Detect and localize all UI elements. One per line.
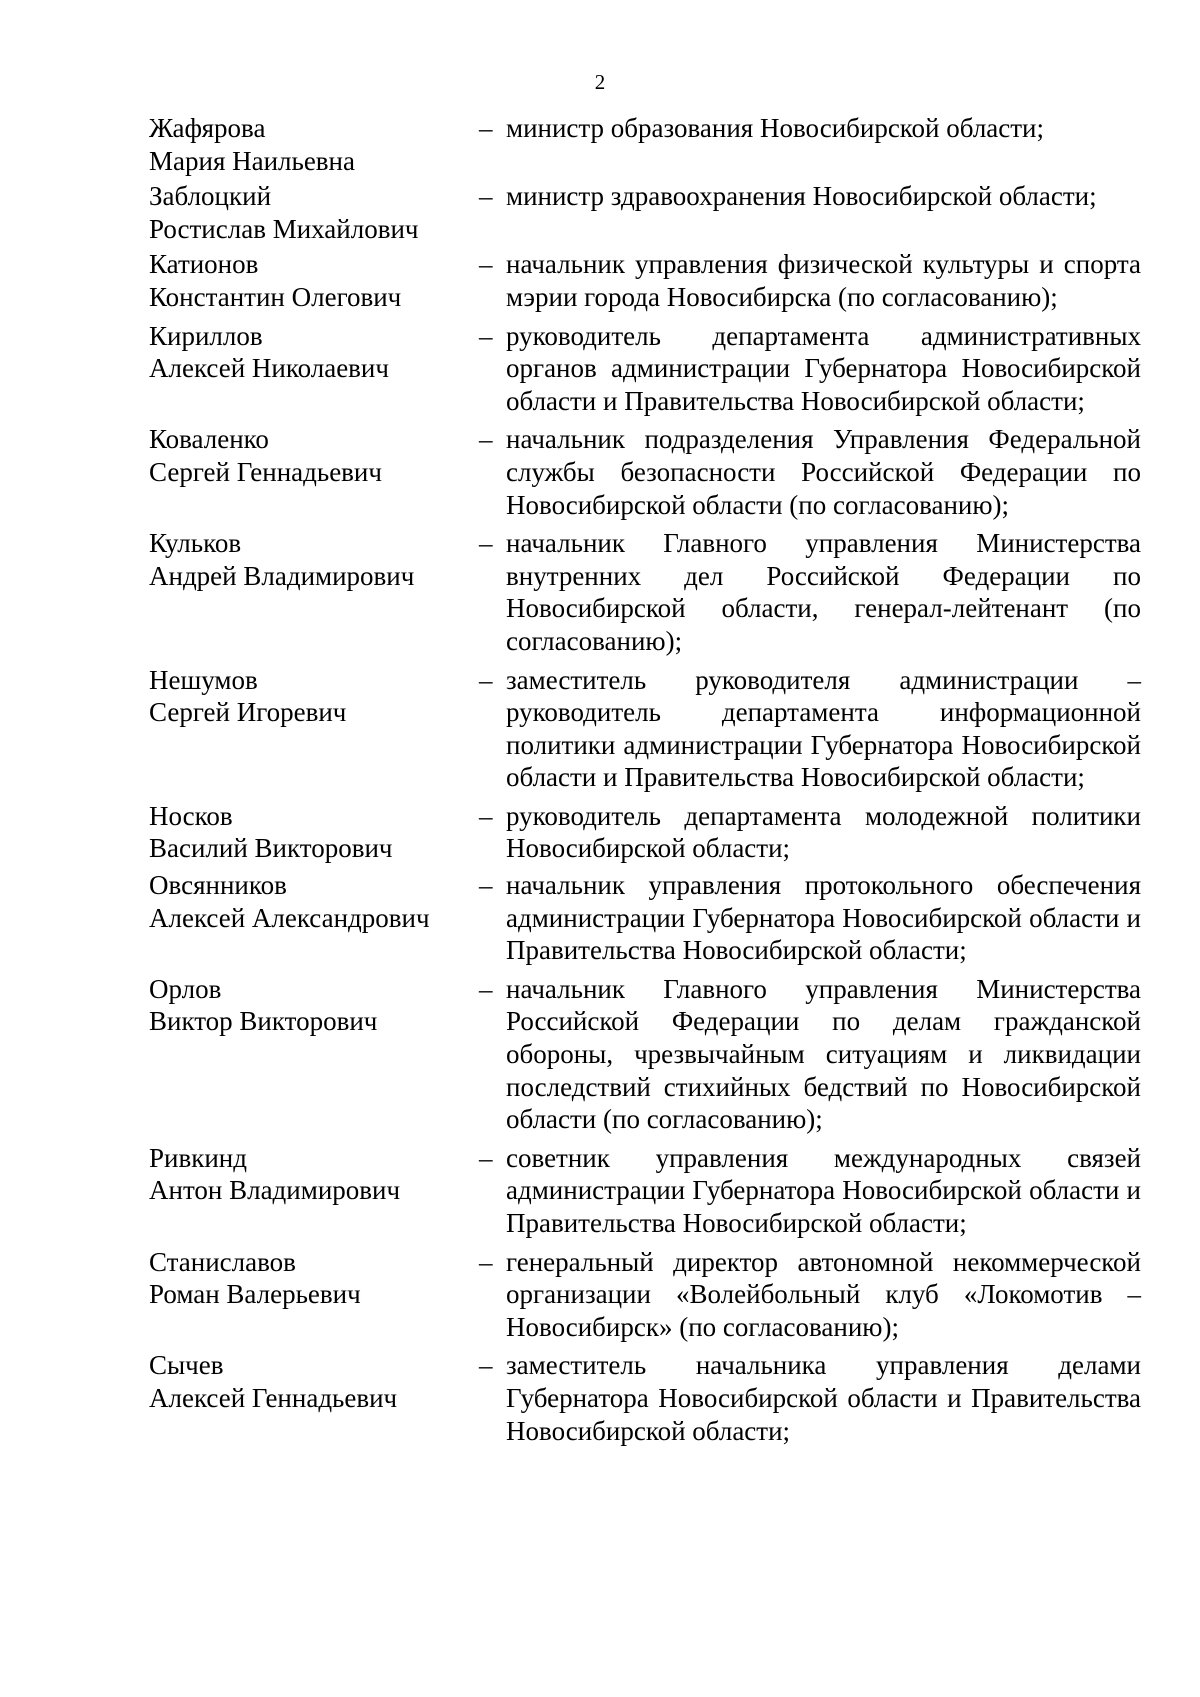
dash: – [479,113,493,143]
surname: Жафярова [149,113,266,143]
list-item [149,423,1141,521]
surname: Нешумов [149,664,258,695]
page-number: 2 [594,70,606,94]
members-list [149,112,1141,1447]
person-name [149,1349,479,1414]
position-description: министр здравоохранения Новосибирской области; [506,181,1097,212]
list-item [149,1246,1141,1344]
position-description: начальник Главного управления Министерства внутренних дел Российской Федерации по Новосибирской области, генерал-лейтенант (по согласованию); [506,528,1141,656]
dash: – [479,1350,493,1381]
dash: – [479,973,493,1004]
position-description: начальник управления физической культуры и спорта мэрии города Новосибирска (по согласованию); [506,249,1141,312]
surname: Орлов [149,973,222,1004]
given-names: Виктор Викторович [149,1006,378,1037]
surname: Кириллов [149,320,263,351]
dash: – [479,320,493,351]
given-names: Василий Викторович [149,833,393,864]
position-description: начальник подразделения Управления Федеральной службы безопасности Российской Федерации по Новосибирской области (по согласованию); [506,424,1141,520]
person-name [149,180,479,245]
surname: Коваленко [149,424,269,455]
position-description: генеральный директор автономной некоммерческой организации «Волейбольный клуб «Локомотив – Новосибирск» (по согласованию); [506,1246,1141,1342]
given-names: Мария Наильевна [149,145,355,176]
surname: Овсянников [149,870,287,901]
position-description: начальник управления протокольного обеспечения администрации Губернатора Новосибирской области и Правительства Новосибирской области; [506,870,1141,966]
dash: – [479,424,493,455]
list-item [149,527,1141,657]
given-names: Алексей Александрович [149,902,430,933]
given-names: Ростислав Михайлович [149,213,419,244]
list-item [149,1142,1141,1240]
person-name [149,1246,479,1311]
given-names: Алексей Геннадьевич [149,1382,398,1413]
dash: – [479,1246,493,1277]
list-item [149,180,1141,245]
person-name [149,973,479,1038]
given-names: Алексей Николаевич [149,353,389,384]
person-name [149,112,479,177]
person-name [149,664,479,729]
person-name [149,1142,479,1207]
surname: Кульков [149,528,242,559]
given-names: Сергей Игоревич [149,697,347,728]
position-description: заместитель начальника управления делами Губернатора Новосибирской области и Правительства Новосибирской области; [506,1350,1141,1446]
list-item [149,973,1141,1136]
given-names: Антон Владимирович [149,1175,401,1206]
position-description: руководитель департамента административных органов администрации Губернатора Новосибирской области и Правительства Новосибирской области; [506,320,1141,416]
position-description: советник управления международных связей администрации Губернатора Новосибирской области и Правительства Новосибирской области; [506,1142,1141,1238]
dash: – [479,181,493,212]
list-item [149,869,1141,967]
dash: – [479,528,493,559]
surname: Носков [149,800,233,831]
surname: Сычев [149,1350,224,1381]
given-names: Константин Олегович [149,281,402,312]
given-names: Андрей Владимирович [149,560,415,591]
list-item [149,1349,1141,1447]
dash: – [479,1142,493,1173]
list-item [149,800,1141,865]
person-name [149,423,479,488]
dash: – [479,664,493,695]
person-name [149,869,479,934]
dash: – [479,249,493,280]
list-item [149,664,1141,794]
list-item [149,248,1141,313]
position-description: министр образования Новосибирской области; [506,113,1045,143]
list-item [149,320,1141,418]
person-name [149,800,479,865]
given-names: Роман Валерьевич [149,1279,361,1310]
surname: Катионов [149,249,259,280]
person-name [149,320,479,385]
surname: Заблоцкий [149,181,272,212]
surname: Станиславов [149,1246,296,1277]
list-item [149,112,1141,177]
given-names: Сергей Геннадьевич [149,456,382,487]
position-description: начальник Главного управления Министерства Российской Федерации по делам гражданской обороны, чрезвычайным ситуациям и ликвидации последствий стихийных бедствий по Новосибирской области (по согласованию); [506,973,1141,1135]
position-description: руководитель департамента молодежной политики Новосибирской области; [506,800,1141,864]
person-name [149,527,479,592]
person-name [149,248,479,313]
dash: – [479,800,493,831]
position-description: заместитель руководителя администрации – руководитель департамента информационной политики администрации Губернатора Новосибирской области и Правительства Новосибирской области; [506,664,1141,793]
dash: – [479,870,493,901]
surname: Ривкинд [149,1142,247,1173]
